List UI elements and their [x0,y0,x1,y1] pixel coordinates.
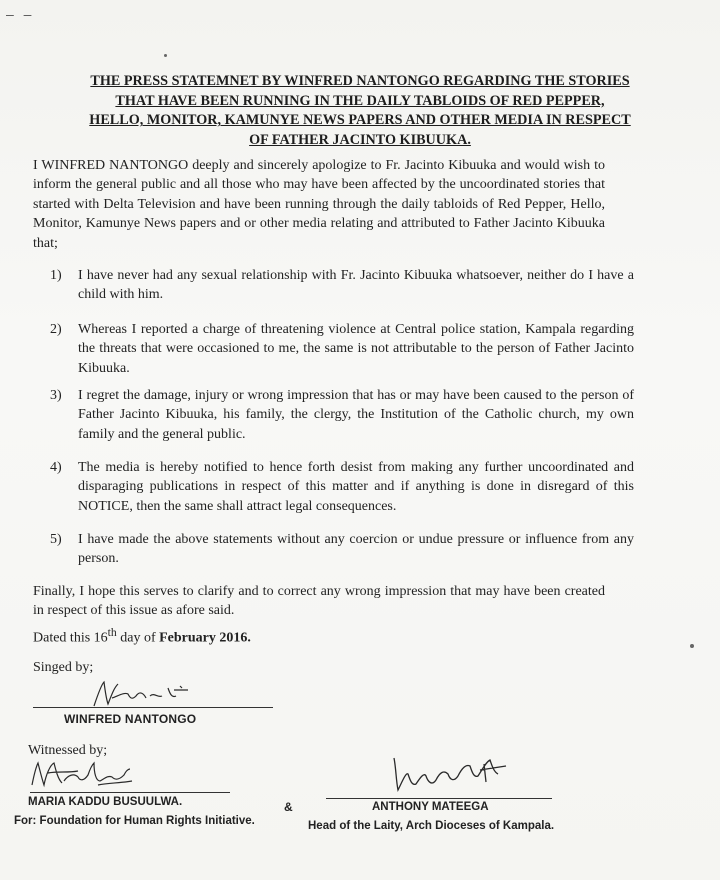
signature-line [326,798,552,799]
signature-maria [28,755,148,791]
item-number: 1) [50,268,62,283]
document-title [30,72,690,150]
list-item [50,530,634,569]
witness1-name: MARIA KADDU BUSUULWA. [28,796,183,808]
title-line: THAT HAVE BEEN RUNNING IN THE DAILY TABLOIDS OF RED PEPPER, [115,92,605,109]
item-number: 2) [50,322,62,337]
list-item [50,320,634,378]
signature-winfred [88,676,208,710]
signed-by-label: Singed by; [33,660,94,675]
title-line: THE PRESS STATEMNET BY WINFRED NANTONGO REGARDING THE STORIES [90,73,630,89]
title-line: HELLO, MONITOR, KAMUNYE NEWS PAPERS AND OTHER MEDIA IN RESPECT [89,112,631,129]
intro-paragraph: I WINFRED NANTONGO deeply and sincerely apologize to Fr. Jacinto Kibuuka and would wish to inform the general public and all those who may have been affected by the uncoordinated stories that started with Delta Television and have been running through the daily tabloids of Red Pepper, Hello, Monitor, Kamunye News papers and or other media relating and attributed to Father Jacinto Kibuuka that; [33,158,605,251]
ampersand: & [284,800,293,814]
date-mid: day of [116,630,160,646]
date-line [33,626,251,647]
corner-mark: – – [6,6,35,22]
signature-line [30,792,230,793]
date-month: February 2016. [159,630,251,646]
item-number: 4) [50,460,62,475]
witness2-name: ANTHONY MATEEGA [372,801,489,813]
closing-paragraph: Finally, I hope this serves to clarify and to correct any wrong impression that may have been created in respect of this issue as afore said. [33,584,605,619]
item-number: 5) [50,532,62,547]
item-number: 3) [50,388,62,403]
signature-line [33,707,273,708]
speck [690,644,694,648]
item-text: I have never had any sexual relationship with Fr. Jacinto Kibuuka whatsoever, neither do I have a child with him. [78,268,634,303]
item-text: I have made the above statements without any coercion or undue pressure or influence from any person. [78,532,634,567]
item-text: Whereas I reported a charge of threatening violence at Central police station, Kampala regarding the threats that were occasioned to me, the same is not attributable to the person of Father Jacinto Kibuuka. [78,322,634,376]
list-item [50,266,634,305]
list-item [50,386,634,444]
list-item [50,458,634,516]
speck [164,54,167,57]
date-prefix: Dated this 16 [33,630,108,646]
witness2-organization: Head of the Laity, Arch Dioceses of Kampala. [308,820,555,832]
witnessed-by-label: Witnessed by; [28,743,108,758]
witness1-organization: For: Foundation for Human Rights Initiative. [14,815,255,827]
signer-name: WINFRED NANTONGO [64,712,197,726]
signature-anthony [388,752,518,798]
item-text: I regret the damage, injury or wrong impression that has or may have been caused to the person of Father Jacinto Kibuuka, his family, the clergy, the Institution of the Catholic church, my own family and the general public. [78,388,634,442]
title-line: OF FATHER JACINTO KIBUUKA. [249,131,471,148]
item-text: The media is hereby notified to hence forth desist from making any further uncoordinated and disparaging publications in respect of this matter and if anything is done in disregard of this NOTICE, then the same shall attract legal consequences. [78,460,634,514]
date-suffix: th [107,626,117,639]
